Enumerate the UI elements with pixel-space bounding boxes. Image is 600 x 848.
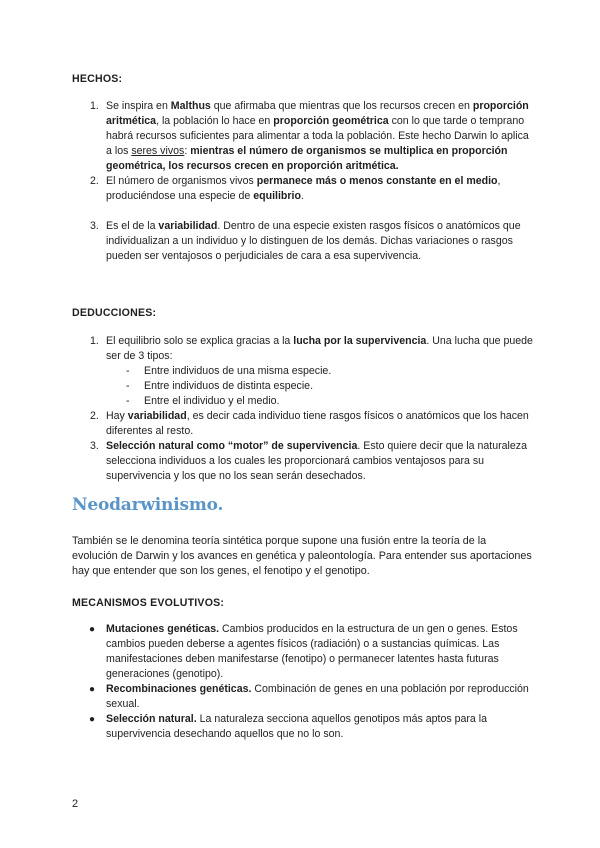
item-bold: Selección natural. bbox=[106, 713, 197, 725]
item-bold: Recombinaciones genéticas. bbox=[106, 683, 252, 695]
item-number: 1. bbox=[90, 335, 99, 347]
item-bold: permanece más o menos constante en el medio bbox=[256, 175, 498, 187]
item-text: . bbox=[300, 190, 304, 202]
deducciones-heading: DEDUCCIONES: bbox=[72, 307, 157, 319]
item-bold: mientras el número de organismos se multiplica en proporción geométrica, los recursos crecen en proporción aritmética. bbox=[106, 145, 508, 172]
hechos-heading: HECHOS: bbox=[72, 73, 123, 85]
item-text: Se inspira en bbox=[106, 100, 171, 112]
list-item bbox=[72, 334, 534, 364]
page-number: 2 bbox=[72, 798, 79, 810]
item-number: 2. bbox=[90, 175, 99, 187]
item-text: : bbox=[184, 145, 191, 157]
item-bold: proporción aritmética bbox=[106, 100, 529, 127]
item-text: , es decir cada individuo tiene rasgos físicos o anatómicos que los hacen diferentes al resto. bbox=[106, 410, 529, 437]
item-text: Cambios producidos en la estructura de un gen o genes. Estos cambios pueden deberse a agentes físicos (radiación) o a sustancias químicas. Las manifestaciones deben manifestarse (fenotipo) o permanecer latentes hasta futuras generaciones (genotipo). bbox=[106, 623, 518, 680]
item-text: La naturaleza secciona aquellos genotipos más aptos para la supervivencia desechando aquellos que no lo son. bbox=[106, 713, 488, 740]
item-text: . Una lucha que puede ser de 3 tipos: bbox=[106, 335, 533, 362]
sub-item-text: Entre individuos de distinta especie. bbox=[144, 380, 314, 392]
item-text: El número de organismos vivos bbox=[106, 175, 257, 187]
dash-marker: - bbox=[126, 365, 130, 377]
list-item bbox=[72, 174, 534, 204]
bullet-icon: ● bbox=[89, 624, 96, 635]
item-bold: lucha por la supervivencia bbox=[293, 335, 427, 347]
item-text: El equilibrio solo se explica gracias a la bbox=[106, 335, 294, 347]
list-item bbox=[72, 99, 534, 174]
sub-item-text: Entre el individuo y el medio. bbox=[144, 395, 280, 407]
dash-marker: - bbox=[126, 380, 130, 392]
item-number: 1. bbox=[90, 100, 99, 112]
neodarwinismo-title: Neodarwinismo. bbox=[72, 495, 224, 515]
item-text: con lo que tarde o temprano habrá recursos suficientes para alimentar a toda la población. Este hecho Darwin lo aplica a los bbox=[106, 115, 529, 157]
list-item bbox=[72, 682, 534, 712]
item-bold: variabilidad bbox=[127, 410, 187, 422]
item-number: 2. bbox=[90, 410, 99, 422]
sub-list bbox=[72, 364, 534, 409]
mecanismos-heading: MECANISMOS EVOLUTIVOS: bbox=[72, 597, 225, 609]
item-bold: Selección natural como “motor” de supervivencia bbox=[106, 440, 358, 452]
item-bold: equilibrio bbox=[253, 190, 301, 202]
item-number: 3. bbox=[90, 440, 99, 452]
list-item bbox=[72, 439, 534, 484]
item-text: Combinación de genes en una población por reproducción sexual. bbox=[106, 683, 529, 710]
item-text: , produciéndose una especie de bbox=[106, 175, 501, 202]
item-underline: seres vivos bbox=[131, 145, 185, 157]
item-text: . Esto quiere decir que la naturaleza selecciona individuos a los cuales les proporcionará cambios ventajosos para su supervivencia y los que no los sean serán desechados. bbox=[106, 440, 527, 482]
dash-marker: - bbox=[126, 395, 130, 407]
item-bold: Mutaciones genéticas. bbox=[106, 623, 220, 635]
list-item bbox=[72, 219, 534, 264]
item-number: 3. bbox=[90, 220, 99, 232]
list-item bbox=[72, 712, 534, 742]
neodarwinismo-intro: También se le denomina teoría sintética porque supone una fusión entre la teoría de la evolución de Darwin y los avances en genética y paleontología. Para entender sus aportaciones hay que entender que son los genes, el fenotipo y el genotipo. bbox=[72, 535, 532, 577]
mecanismos-list bbox=[72, 622, 534, 742]
sub-list-item bbox=[72, 394, 534, 409]
list-item bbox=[72, 622, 534, 682]
list-item bbox=[72, 409, 534, 439]
deducciones-list bbox=[72, 334, 534, 484]
item-text: . Dentro de una especie existen rasgos físicos o anatómicos que individualizan a un individuo y lo distinguen de los demás. Dichas variaciones o rasgos pueden ser ventajosos o perjudiciales de cara a esa supervivencia. bbox=[106, 220, 521, 262]
item-text: , la población lo hace en bbox=[156, 115, 274, 127]
sub-item-text: Entre individuos de una misma especie. bbox=[144, 365, 332, 377]
item-text: que afirmaba que mientras que los recursos crecen en bbox=[210, 100, 473, 112]
bullet-icon: ● bbox=[89, 714, 96, 725]
sub-list-item bbox=[72, 364, 534, 379]
item-bold: Malthus bbox=[170, 100, 211, 112]
bullet-icon: ● bbox=[89, 684, 96, 695]
item-bold: proporción geométrica bbox=[273, 115, 389, 127]
hechos-list bbox=[72, 99, 534, 264]
sub-list-item bbox=[72, 379, 534, 394]
item-bold: variabilidad bbox=[158, 220, 218, 232]
item-text: Hay bbox=[106, 410, 128, 422]
item-text: Es el de la bbox=[106, 220, 159, 232]
